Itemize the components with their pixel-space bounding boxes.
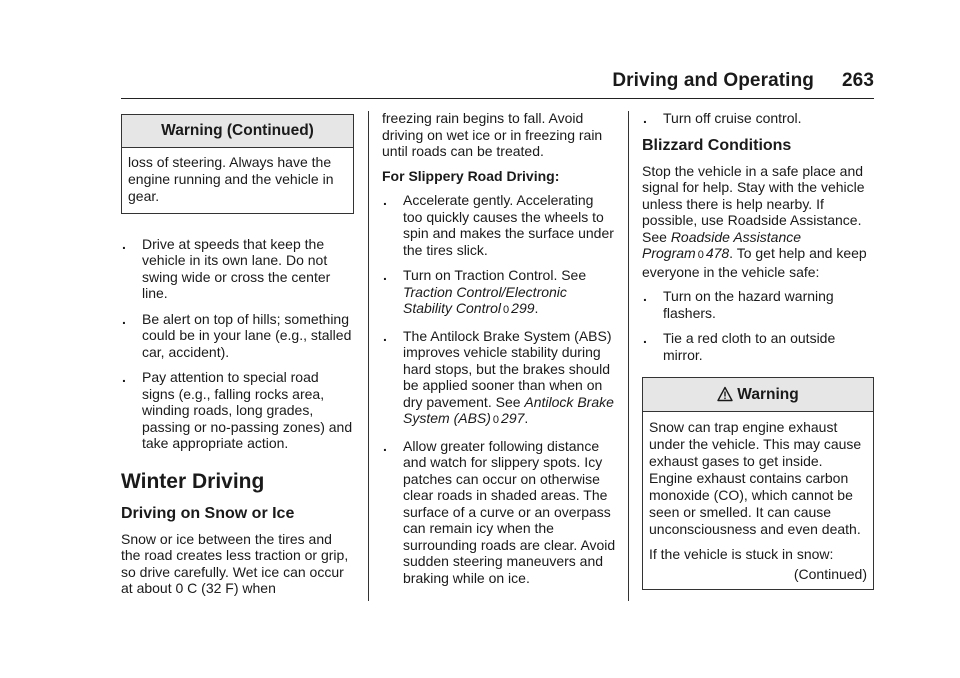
list-item	[642, 110, 874, 127]
list-item-text: Be alert on top of hills; something could be in your lane (e.g., stalled car, accident).	[142, 310, 352, 360]
cross-reference-link[interactable]: Traction Control/Electronic Stability Control	[403, 283, 567, 316]
warning-title: Warning	[737, 386, 799, 403]
list-item-text: Allow greater following distance and watch for slippery spots. Icy patches can occur on otherwise clear roads in shaded areas. The surface of a curve or an overpass can remain icy when the surrounding roads are clear. Avoid sudden steering maneuvers and braking while on ice.	[403, 437, 616, 586]
warning-triangle-icon	[717, 386, 733, 402]
bullet-glyph: .	[643, 110, 647, 126]
page-arrow-icon: 0	[697, 249, 704, 261]
list-item-text: Tie a red cloth to an outside mirror.	[663, 330, 836, 363]
list-item	[642, 288, 874, 321]
bullet-glyph: .	[643, 330, 647, 346]
bullet-glyph: .	[122, 235, 126, 252]
list-item	[642, 330, 874, 363]
bullet-glyph: .	[122, 310, 126, 327]
warning-box-continued	[121, 114, 354, 214]
paragraph-text: To get help and keep everyone in the vehicle safe:	[642, 245, 867, 280]
list-label: For Slippery Road Driving:	[382, 167, 560, 184]
warning-header	[643, 378, 873, 412]
continued-label: (Continued)	[793, 566, 867, 582]
page-arrow-icon: 0	[503, 304, 510, 316]
list-item: . The Antilock Brake System (ABS) improves vehicle stability during hard stops, but the brakes should be applied sooner than when on dry pavement. See Antilock Brake System (ABS) 0 297.	[383, 327, 614, 426]
bullet-glyph: .	[383, 192, 387, 208]
page-header	[612, 70, 874, 92]
list-item-text: The Antilock Brake System (ABS) improves vehicle stability during hard stops, but the brakes should be applied sooner than when on dry pavement. See	[403, 327, 612, 410]
warning-title: Warning (Continued)	[122, 115, 353, 148]
column-2	[382, 110, 616, 595]
list-item	[121, 311, 354, 361]
warning-body	[643, 412, 873, 589]
bullet-glyph: .	[383, 437, 387, 454]
list-item	[382, 438, 616, 587]
column-divider	[628, 111, 629, 601]
warning-text: loss of steering. Always have the engine running and the vehicle in gear.	[128, 153, 334, 204]
page-reference[interactable]: 478	[705, 245, 730, 261]
warning-body	[122, 148, 353, 213]
paragraph-text: Stop the vehicle in a safe place and signal for help. Stay with the vehicle unless there is help nearby. If possible, use Roadside Assistance. See	[642, 162, 865, 245]
page-reference[interactable]: 297	[501, 410, 525, 426]
list-item-text: Drive at speeds that keep the vehicle in its own lane. Do not swing wide or cross the center line.	[142, 235, 331, 301]
section-title: Driving and Operating	[612, 70, 814, 91]
list-item-text: Pay attention to special road signs (e.g., falling rocks area, winding roads, long grades, passing or no-passing zones) and take appropriate action.	[142, 369, 353, 451]
header-rule	[121, 98, 874, 99]
column-1	[121, 114, 354, 605]
paragraph: Stop the vehicle in a safe place and signal for help. Stay with the vehicle unless there is help nearby. If possible, use Roadside Assistance. See Roadside Assistance Program 0 478. To get help and keep everyone in the vehicle safe:	[642, 162, 867, 280]
paragraph: Snow or ice between the tires and the road creates less traction or grip, so drive carefully. Wet ice can occur at about 0 C (32 F) when	[121, 530, 349, 596]
cross-reference-link[interactable]: Antilock Brake System (ABS)	[403, 393, 614, 426]
page-arrow-icon: 0	[492, 414, 500, 426]
list-item-text: Turn off cruise control.	[663, 110, 802, 126]
warning-box	[642, 377, 874, 590]
page-number: 263	[841, 70, 874, 91]
warning-text: Snow can trap engine exhaust under the vehicle. This may cause exhaust gases to get inside. Engine exhaust contains carbon monoxide (CO), which cannot be seen or smelled. It can cause unconsciousness and even death.	[649, 418, 862, 537]
list-item-text: Turn on the hazard warning flashers.	[663, 288, 834, 321]
page-reference[interactable]: 299	[511, 300, 535, 316]
subheading: Driving on Snow or Ice	[121, 504, 295, 522]
bullet-glyph: .	[383, 267, 387, 283]
section-heading: Winter Driving	[121, 469, 265, 493]
bullet-glyph: .	[643, 288, 647, 304]
bullet-glyph: .	[122, 369, 126, 385]
list-item-text: Turn on Traction Control. See	[403, 267, 587, 283]
cross-reference-link[interactable]: Roadside Assistance Program	[642, 228, 802, 261]
list-item	[382, 192, 616, 258]
column-3	[642, 110, 874, 590]
list-item: . Turn on Traction Control. See Traction Control/Electronic Stability Control 0 299.	[383, 267, 587, 316]
column-divider	[368, 111, 369, 601]
subheading: Blizzard Conditions	[642, 136, 792, 154]
bullet-glyph: .	[383, 327, 387, 344]
list-item-text: Accelerate gently. Accelerating too quickly causes the wheels to spin and makes the surface under the tires slick.	[403, 192, 614, 258]
warning-text: If the vehicle is stuck in snow:	[649, 545, 834, 562]
paragraph: freezing rain begins to fall. Avoid driving on wet ice or in freezing rain until roads can be treated.	[382, 110, 603, 159]
list-item	[121, 236, 354, 302]
list-item	[121, 369, 354, 452]
